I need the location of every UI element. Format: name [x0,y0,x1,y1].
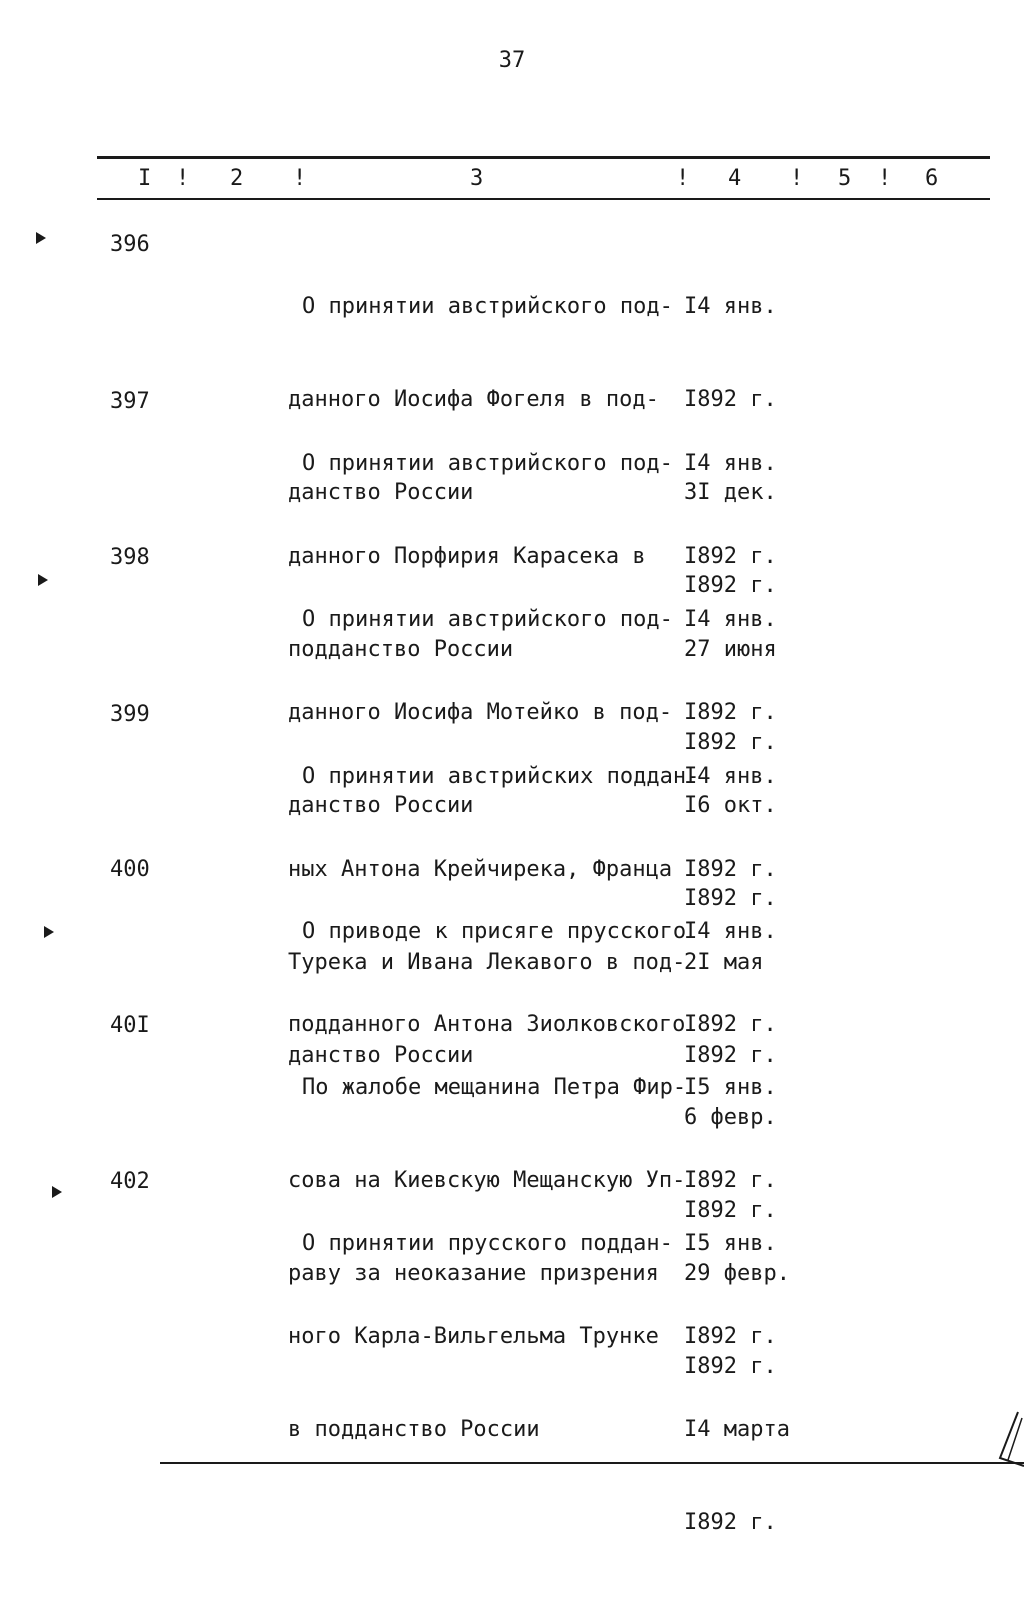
header-separator: ! [790,166,804,191]
row-dates: I5 янв. I892 г. 29 февр. I892 г. [684,1075,790,1379]
header-separator: ! [878,166,892,191]
header-col-3: 3 [470,166,484,191]
header-col-4: 4 [728,166,742,191]
row-dates: I4 янв. I892 г. 3I дек. I892 г. [684,294,777,598]
table-header [0,166,1024,192]
header-col-5: 5 [838,166,852,191]
row-dates: I5 янв. I892 г. I4 марта I892 г. [684,1231,790,1535]
page-bottom-edge [160,1462,1024,1464]
row-number: 40I [110,1013,150,1038]
table-top-rule [97,156,990,159]
table-header-rule [97,198,990,200]
row-number: 400 [110,857,150,882]
row-number: 398 [110,545,150,570]
binding-mark-icon [38,574,48,586]
header-col-6: 6 [925,166,939,191]
header-separator: ! [293,166,307,191]
row-dates: I4 янв. I892 г. I6 окт. I892 г. [684,607,777,911]
row-title: О приводе к присяге прусского подданного Антона Зиолковского [288,919,687,1037]
row-title: О принятии австрийского под- данного Порфирия Карасека в подданство России [288,451,673,662]
row-number: 399 [110,702,150,727]
row-title: О принятии австрийского под- данного Иосифа Мотейко в под- данство России [288,607,673,818]
row-dates: I4 янв. I892 г. 2I мая I892 г. [684,764,777,1068]
binding-mark-icon [52,1186,62,1198]
row-number: 402 [110,1169,150,1194]
binding-mark-icon [44,926,54,938]
row-dates: I4 янв. I892 г. 6 февр. I892 г. [684,919,777,1223]
header-separator: ! [676,166,690,191]
header-separator: ! [176,166,190,191]
row-number: 397 [110,389,150,414]
row-dates: I4 янв. I892 г. 27 июня I892 г. [684,451,777,755]
row-title: О принятии австрийского под- данного Иосифа Фогеля в под- данство России [288,294,673,505]
row-number: 396 [110,232,150,257]
page-number: 37 [498,48,526,73]
row-title: По жалобе мещанина Петра Фир- сова на Киевскую Мещанскую Уп- раву за неоказание призрения [288,1075,687,1286]
binding-mark-icon [36,232,46,244]
row-title: О принятии австрийских поддан- ных Антона Крейчирека, Франца Турека и Ивана Лекавого в под- данство России [288,764,700,1068]
header-col-2: 2 [230,166,244,191]
header-col-1: I [138,166,152,191]
row-title: О принятии прусского поддан- ного Карла-Вильгельма Трунке в подданство России [288,1231,673,1442]
corner-pencil-mark-icon [990,1410,1024,1470]
